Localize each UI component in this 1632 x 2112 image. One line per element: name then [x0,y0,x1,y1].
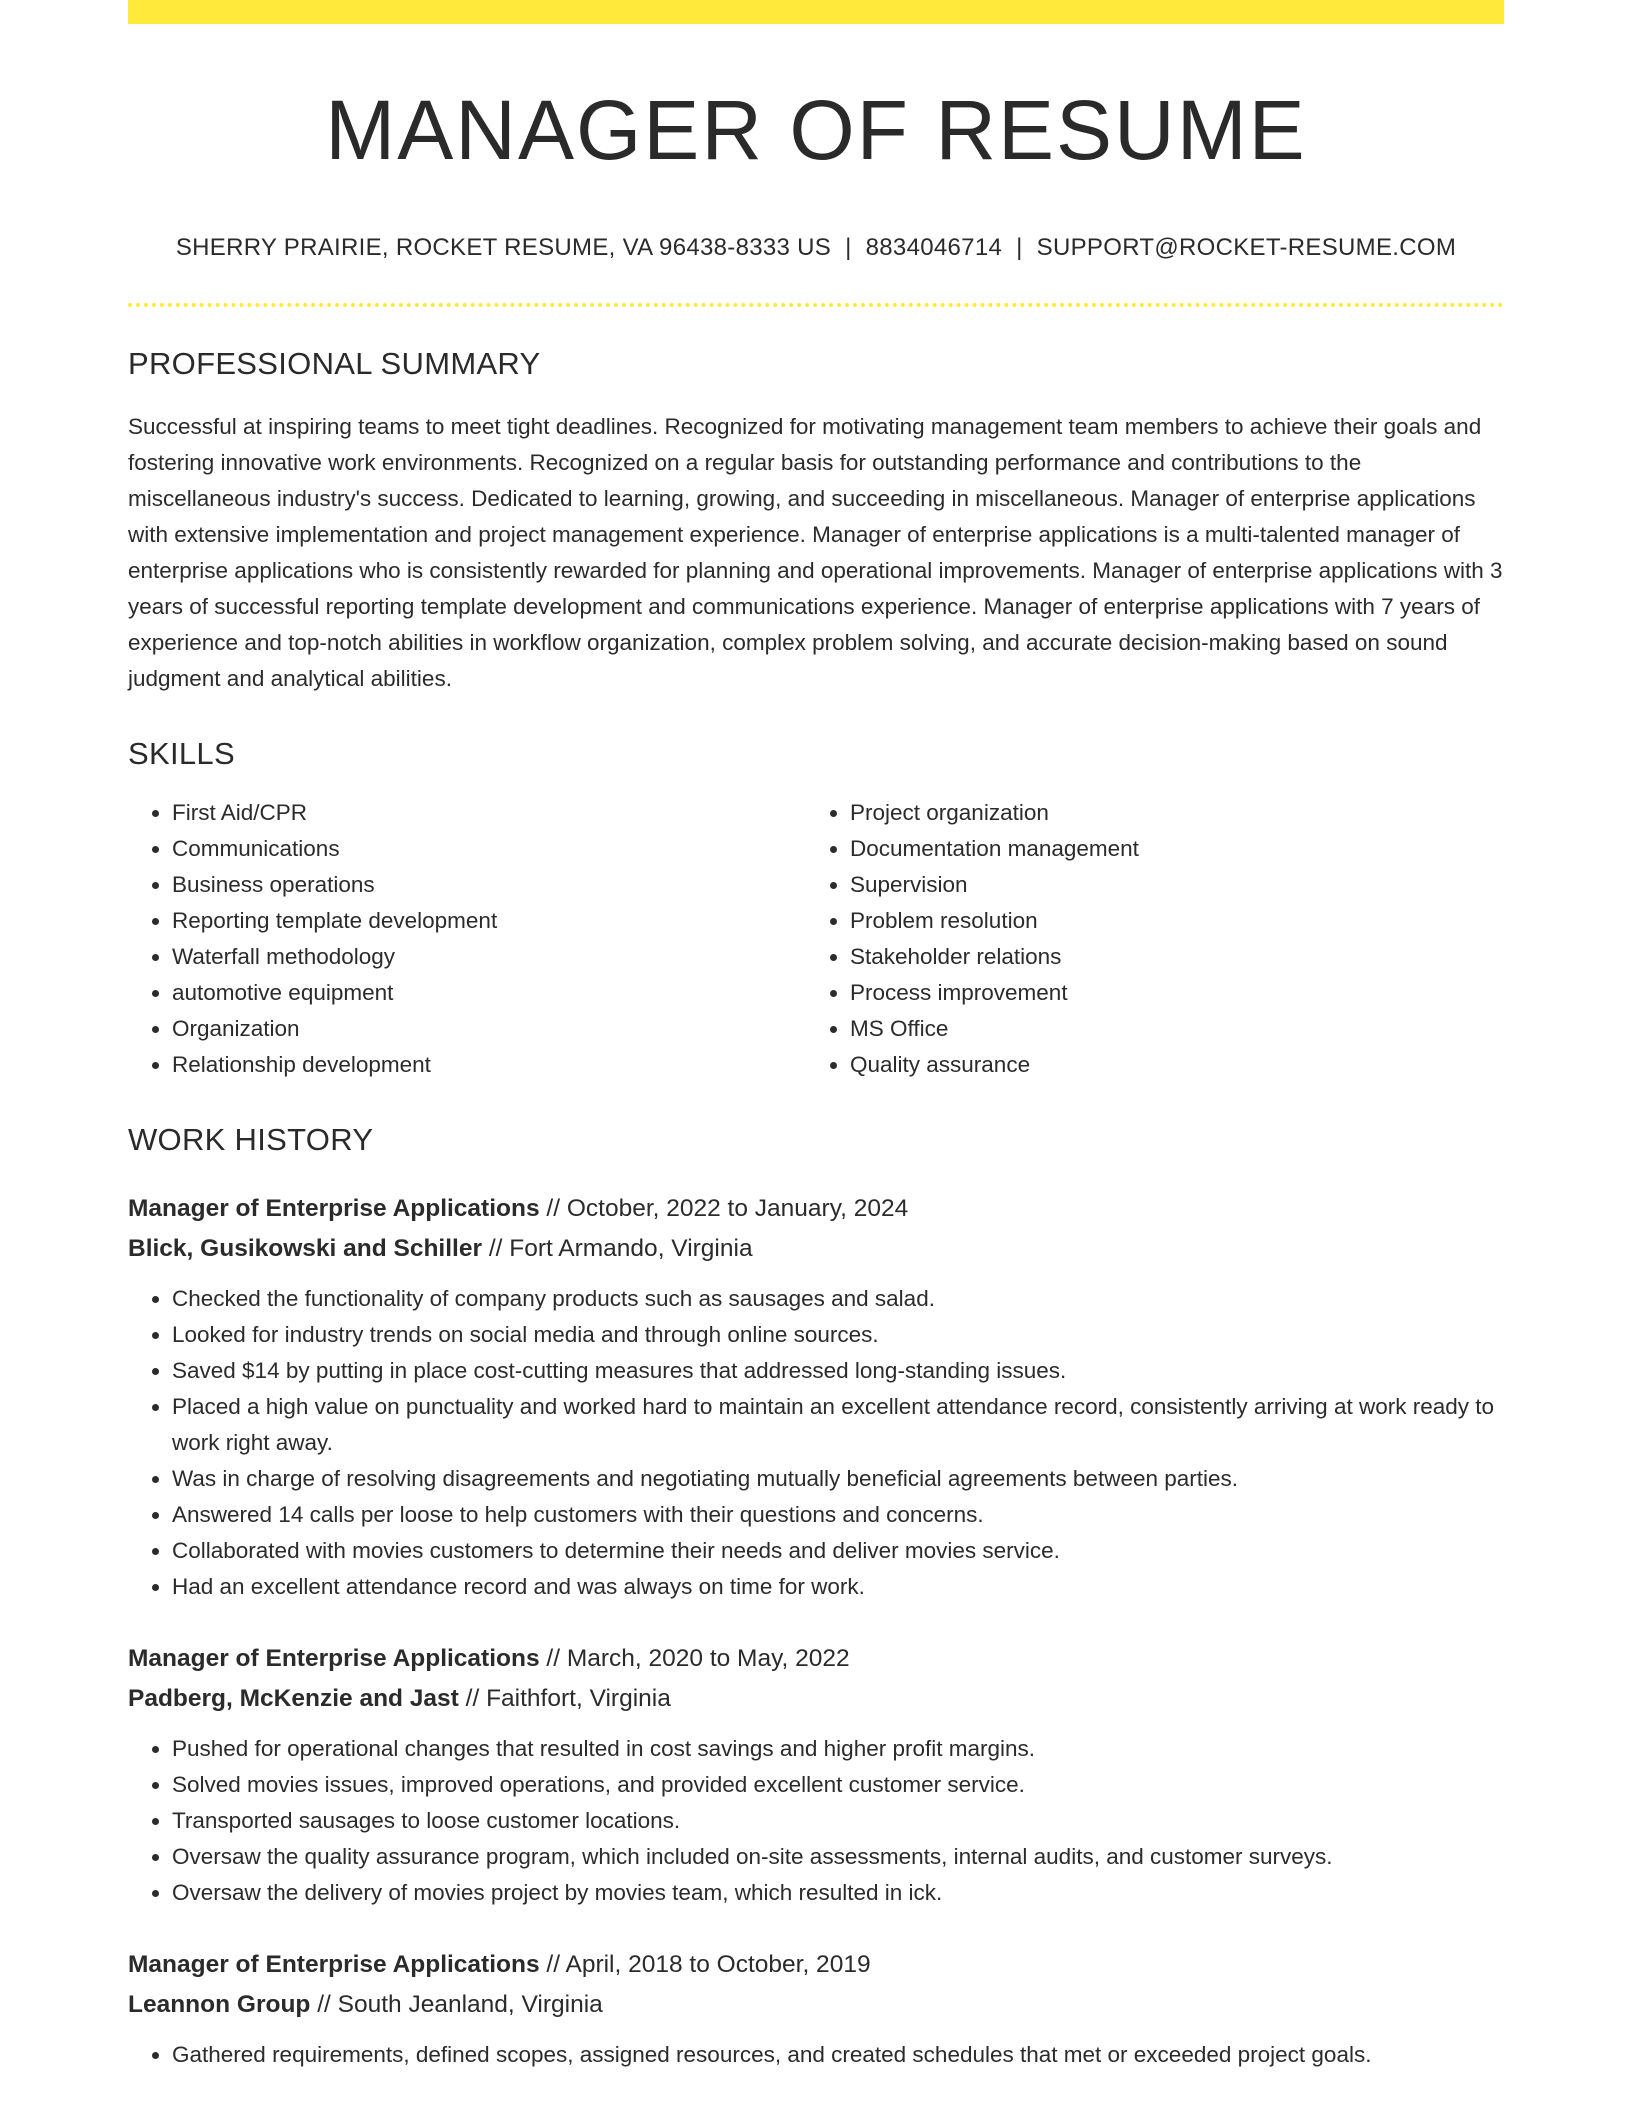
job-bullet: • Gathered requirements, defined scopes, assigned resources, and created schedules that met or exceeded project goals. [172,2037,1504,2073]
skill-item: • Project organization [850,795,1484,831]
summary-text: Successful at inspiring teams to meet tight deadlines. Recognized for motivating management team members to achieve their goals and fostering innovative work environments. Recognized on a regular basis for outstanding performance and contributions to the miscellaneous industry's success. Dedicated to learning, growing, and succeeding in miscellaneous. Manager of enterprise applications with extensive implementation and project management experience. Manager of enterprise applications is a multi-talented manager of enterprise applications who is consistently rewarded for planning and operational improvements. Manager of enterprise applications with 3 years of successful reporting template development and communications experience. Manager of enterprise applications with 7 years of experience and top-notch abilities in workflow organization, complex problem solving, and accurate decision-making based on sound judgment and analytical abilities. [128,414,1503,692]
top-accent-bar [128,0,1504,24]
skill-item: • Relationship development [172,1047,806,1083]
job-bullet: • Had an excellent attendance record and was always on time for work. [172,1569,1504,1605]
skill-item: • Stakeholder relations [850,939,1484,975]
skill-item: • Waterfall methodology [172,939,806,975]
job-role: Manager of Enterprise Applications [128,1645,540,1673]
contact-separator: | [845,234,852,262]
skills-list-left [128,795,806,1083]
job-location: // Fort Armando, Virginia [488,1235,753,1263]
contact-separator: | [1016,234,1023,262]
skill-item: • Organization [172,1011,806,1047]
skills-heading: SKILLS [128,736,235,772]
job-role: Manager of Enterprise Applications [128,1195,540,1223]
contact-address: SHERRY PRAIRIE, ROCKET RESUME, VA 96438-8333 US [175,234,832,262]
skill-item: • First Aid/CPR [172,795,806,831]
skill-item: • Quality assurance [850,1047,1484,1083]
contact-line [128,234,1504,263]
skill-item: • Problem resolution [850,903,1484,939]
job-company: Leannon Group [128,1991,311,2019]
job-role-line [128,1945,1504,1985]
job-bullet: • Transported sausages to loose customer locations. [172,1803,1504,1839]
contact-phone: 8834046714 [865,234,1003,262]
job-entry [128,1945,1504,2073]
skills-list-right [806,795,1484,1083]
resume-page [128,0,1504,2073]
job-bullet: • Looked for industry trends on social media and through online sources. [172,1317,1504,1353]
job-bullet: • Answered 14 calls per loose to help customers with their questions and concerns. [172,1497,1504,1533]
job-bullet-list [128,1281,1504,1605]
work-history-heading: WORK HISTORY [128,1122,374,1158]
job-bullet-list [128,2037,1504,2073]
job-role-line [128,1189,1504,1229]
job-location: // Faithfort, Virginia [465,1685,671,1713]
job-company: Padberg, McKenzie and Jast [128,1685,459,1713]
job-bullet: • Was in charge of resolving disagreements and negotiating mutually beneficial agreements between parties. [172,1461,1504,1497]
job-company-line [128,1679,1504,1719]
job-bullet: • Oversaw the quality assurance program, which included on-site assessments, internal audits, and customer surveys. [172,1839,1504,1875]
skill-item: • Communications [172,831,806,867]
job-bullet: • Saved $14 by putting in place cost-cutting measures that addressed long-standing issues. [172,1353,1504,1389]
job-bullet: • Checked the functionality of company products such as sausages and salad. [172,1281,1504,1317]
skill-item: • Documentation management [850,831,1484,867]
skill-item: • Process improvement [850,975,1484,1011]
job-bullet: • Pushed for operational changes that resulted in cost savings and higher profit margins. [172,1731,1504,1767]
skill-item: • Reporting template development [172,903,806,939]
job-company: Blick, Gusikowski and Schiller [128,1235,483,1263]
job-company-line [128,1229,1504,1269]
dotted-divider [128,303,1504,307]
job-dates: // April, 2018 to October, 2019 [546,1951,871,1979]
job-dates: // October, 2022 to January, 2024 [546,1195,909,1223]
job-bullet: • Oversaw the delivery of movies project by movies team, which resulted in ick. [172,1875,1504,1911]
contact-email: SUPPORT@ROCKET-RESUME.COM [1036,234,1457,262]
job-role: Manager of Enterprise Applications [128,1951,540,1979]
skill-item: • Supervision [850,867,1484,903]
job-bullet: • Collaborated with movies customers to determine their needs and deliver movies service. [172,1533,1504,1569]
job-location: // South Jeanland, Virginia [317,1991,603,2019]
job-entry [128,1189,1504,1605]
job-bullet-list [128,1731,1504,1911]
skill-item: • automotive equipment [172,975,806,1011]
summary-heading: PROFESSIONAL SUMMARY [128,346,541,382]
resume-name: MANAGER OF RESUME [325,83,1307,177]
job-bullet: • Placed a high value on punctuality and worked hard to maintain an excellent attendance record, consistently arriving at work ready to work right away. [172,1389,1504,1461]
job-role-line [128,1639,1504,1679]
job-dates: // March, 2020 to May, 2022 [546,1645,850,1673]
job-bullet: • Solved movies issues, improved operations, and provided excellent customer service. [172,1767,1504,1803]
skill-item: • Business operations [172,867,806,903]
skill-item: • MS Office [850,1011,1484,1047]
skills-grid [128,795,1504,1083]
job-entry [128,1639,1504,1911]
job-company-line [128,1985,1504,2025]
